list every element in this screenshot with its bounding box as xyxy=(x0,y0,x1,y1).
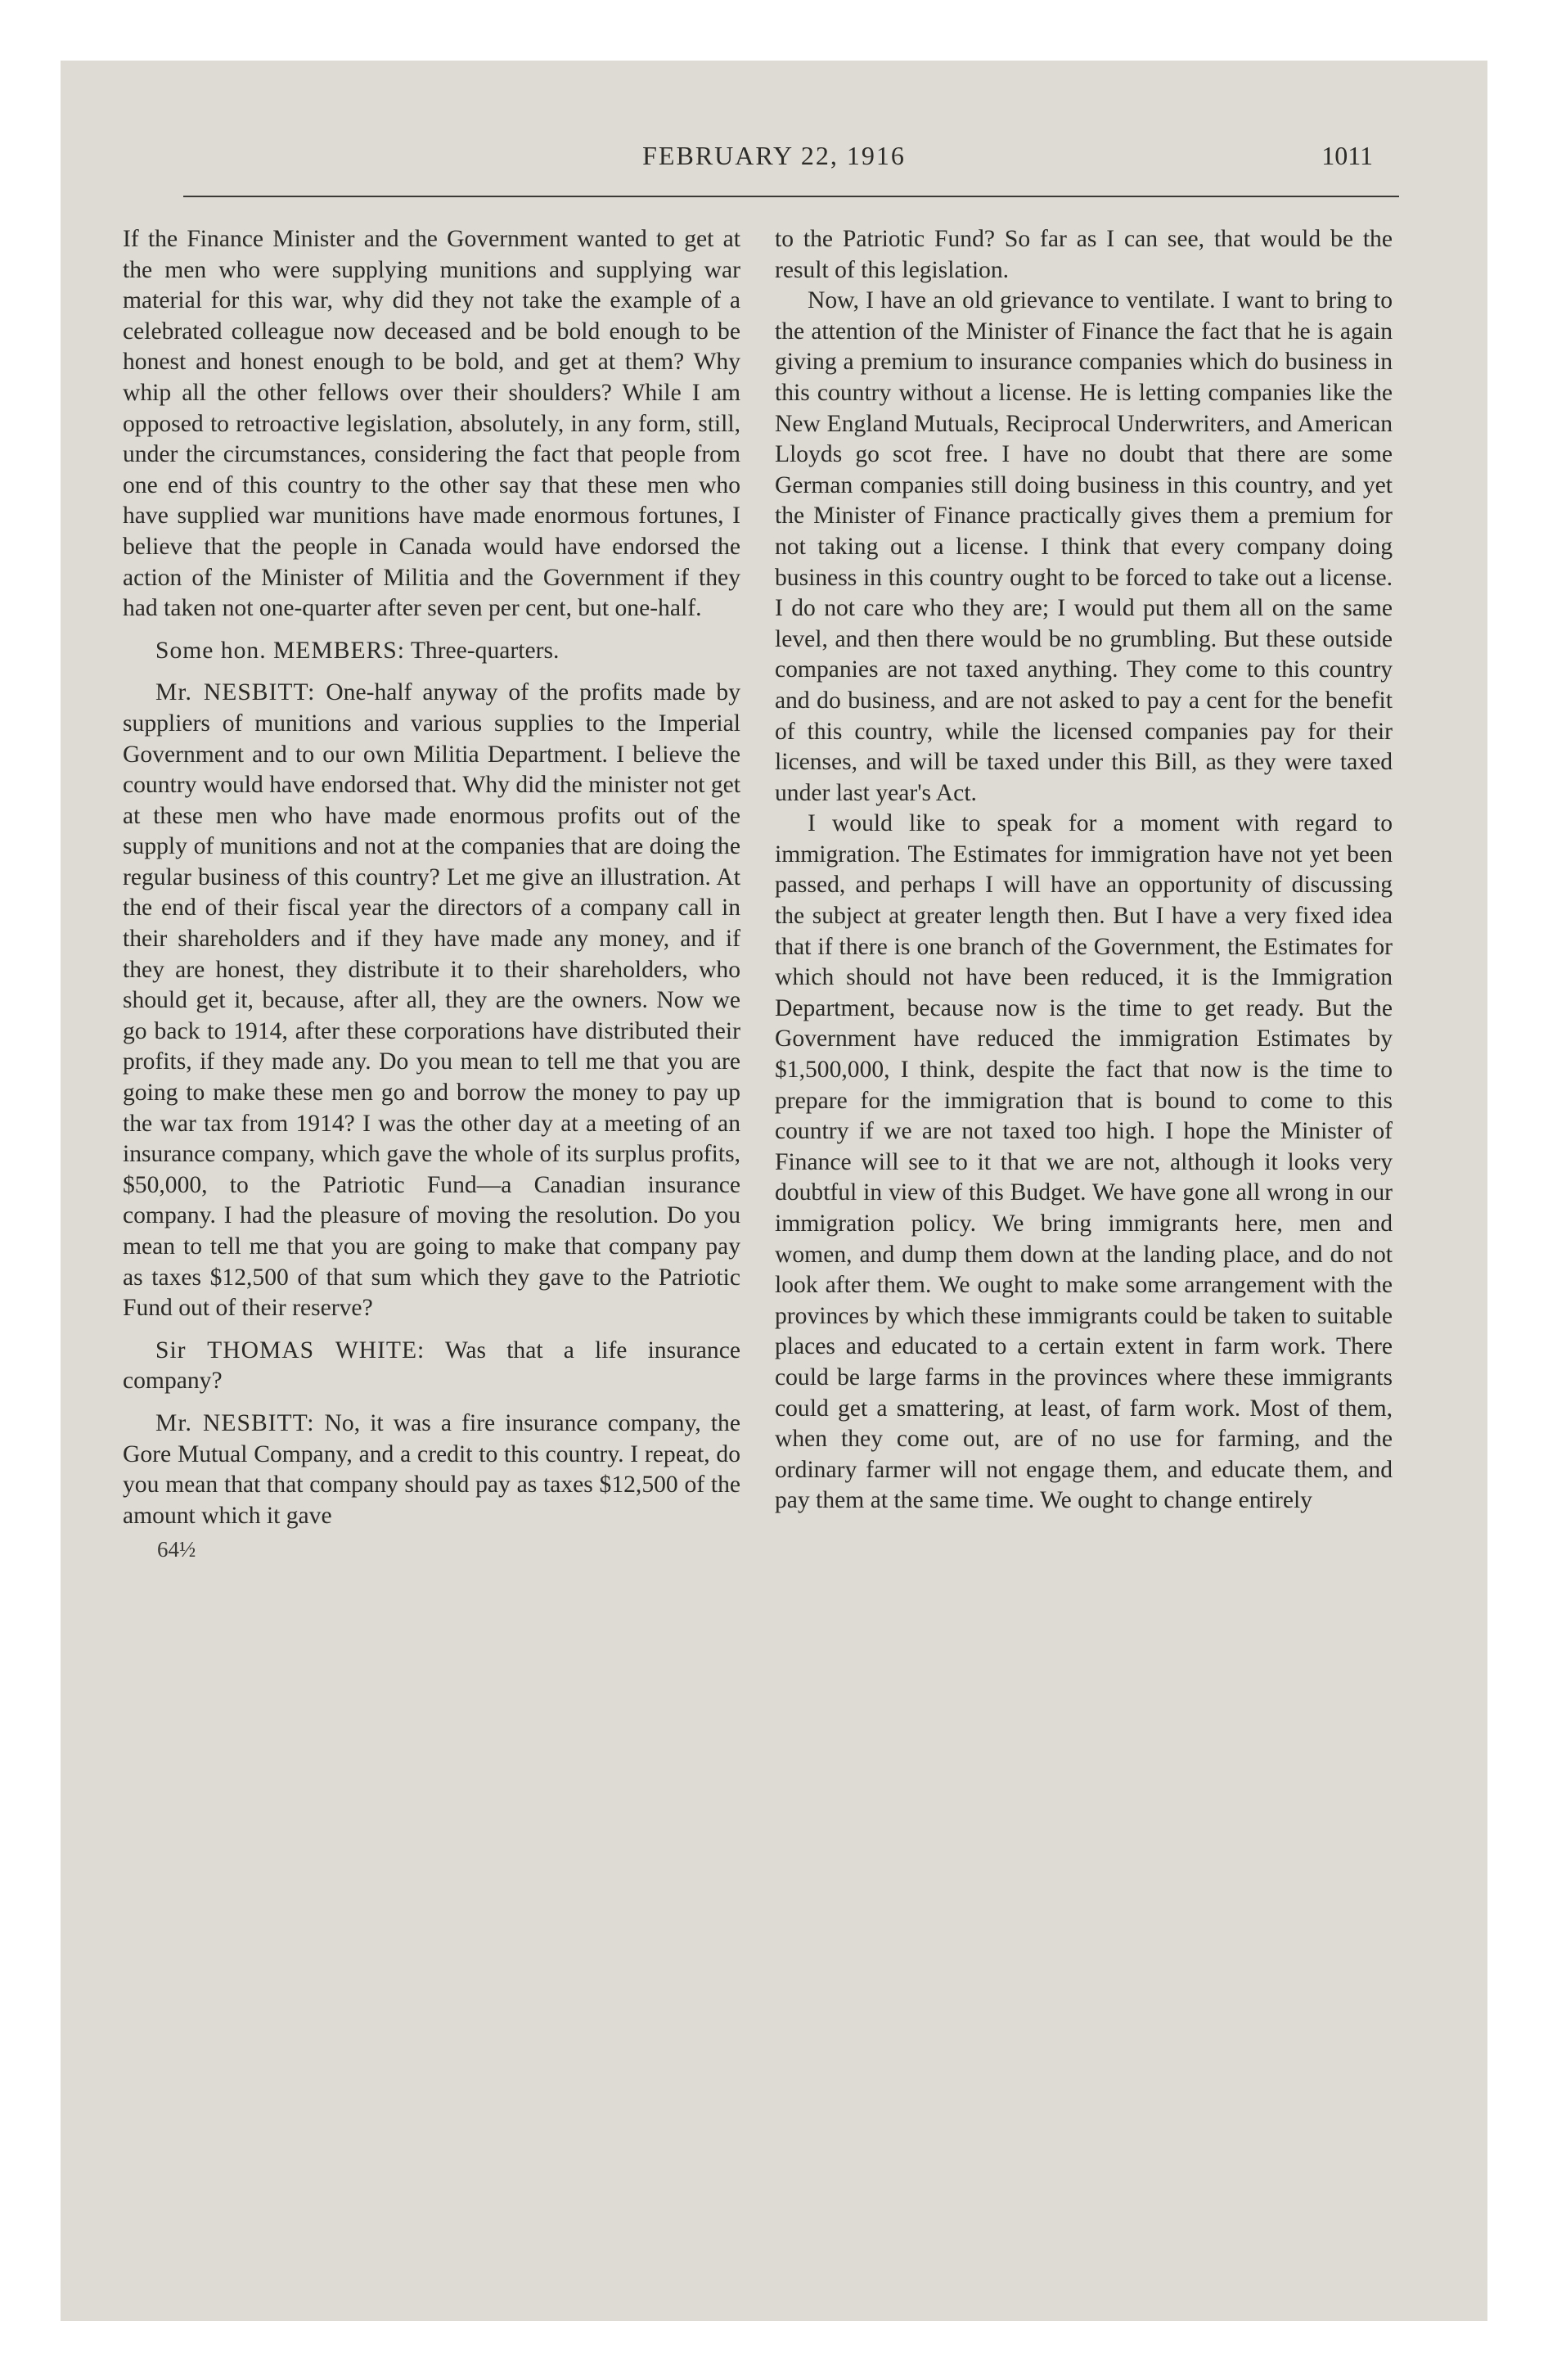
paragraph: Now, I have an old grievance to ventilate. I want to bring to the attention of the Minister of Finance the fact that he is again giving a premium to insurance companies which do business in this country without a license. He is letting companies like the New England Mutuals, Reciprocal Underwriters, and American Lloyds go scot free. I have no doubt that there are some German companies still doing business in this country, and yet the Minister of Finance practically gives them a premium for not taking out a license. I think that every company doing business in this country ought to be forced to take out a license. I do not care who they are; I would put them all on the same level, and then there would be no grumbling. But these outside companies are not taxed anything. They come to this country and do business, and are not asked to pay a cent for the benefit of this country, while the licensed companies pay for their licenses, and will be taxed under this Bill, as they were taxed under last year's Act. xyxy=(775,287,1393,806)
header-date: FEBRUARY 22, 1916 xyxy=(642,141,906,170)
scan-frame xyxy=(61,61,1487,2321)
speaker-name: Mr. NESBITT: xyxy=(155,679,316,706)
paragraph xyxy=(123,636,740,667)
paragraph xyxy=(123,678,740,1323)
paragraph: I would like to speak for a moment with regard to immigration. The Estimates for immigration have not yet been passed, and perhaps I will have an opportunity of discussing the subject at greater length then. But I have a very fixed idea that if there is one branch of the Government, the Estimates for which should not have been reduced, it is the Immigration Department, because now is the time to get ready. But the Government have reduced the immigration Estimates by $1,500,000, I think, despite the fact that now is the time to prepare for the immigration that is bound to come to this country if we are not taxed too high. I hope the Minister of Finance will see to it that we are not, although it looks very doubtful in view of this Budget. We have gone all wrong in our immigration policy. We bring immigrants here, men and women, and dump them down at the landing place, and do not look after them. We ought to make some arrangement with the provinces by which these immigrants could be taken to suitable places and educated to a certain extent in farm work. There could be large farms in the provinces where these immigrants could get a smattering, at least, of farm work. Most of them, when they come out, are of no use for farming, and the ordinary farmer will not engage them, and educate them, and pay them at the same time. We ought to change entirely xyxy=(775,810,1393,1514)
page-number: 1011 xyxy=(1321,141,1373,170)
paragraph: to the Patriotic Fund? So far as I can see, that would be the result of this legislation. xyxy=(775,226,1393,283)
speaker-name: Some hon. MEMBERS: xyxy=(155,637,405,664)
header-rule xyxy=(183,196,1399,197)
document-page xyxy=(61,61,1487,2321)
left-column xyxy=(123,224,740,1566)
paragraph: If the Finance Minister and the Government wanted to get at the men who were supplying munitions and supplying war material for this war, why did they not take the example of a celebrated colleague now deceased and be bold enough to be honest and honest enough to be bold, and get at them? Why whip all the other fellows over their shoulders? While I am opposed to retroactive legislation, absolutely, in any form, still, under the circumstances, considering the fact that people from one end of this country to the other say that these men who have supplied war munitions have made enormous fortunes, I believe that the people in Canada would have endorsed the action of the Minister of Militia and the Government if they had taken not one-quarter after seven per cent, but one-half. xyxy=(123,226,740,622)
speaker-name: Mr. NESBITT: xyxy=(155,1409,315,1436)
speech-text: Was that a life insurance company? xyxy=(123,1336,740,1395)
running-head xyxy=(175,141,1373,190)
speaker-name: Sir THOMAS WHITE: xyxy=(155,1336,425,1364)
right-column xyxy=(775,224,1393,1517)
speech-text: Three-quarters. xyxy=(410,637,560,664)
folio-mark: 64½ xyxy=(157,1537,196,1562)
paragraph xyxy=(123,1409,740,1531)
paragraph xyxy=(123,1336,740,1397)
speech-text: No, it was a fire insurance company, the Gore Mutual Company, and a credit to this country. I repeat, do you mean that that company should pay as taxes $12,500 of the amount which it gave xyxy=(123,1409,740,1529)
speech-text: One-half anyway of the profits made by suppliers of munitions and various supplies to the Imperial Government and to our own Militia Department. I believe the country would have endorsed that. Why did the minister not get at these men who have made enormous profits out of the supply of munitions and not at the companies that are doing the regular business of this country? Let me give an illustration. At the end of their fiscal year the directors of a company call in their shareholders and if they have made any money, and if they are honest, they distribute it to their shareholders, who should get it, because, after all, they are the owners. Now we go back to 1914, after these corporations have distributed their profits, if they made any. Do you mean to tell me that you are going to make these men go and borrow the money to pay up the war tax from 1914? I was the other day at a meeting of an insurance company, which gave the whole of its surplus profits, $50,000, to the Patriotic Fund—a Canadian insurance company. I had the pleasure of moving the resolution. Do you mean to tell me that you are going to make that company pay as taxes $12,500 of that sum which they gave to the Patriotic Fund out of their reserve? xyxy=(123,679,740,1322)
